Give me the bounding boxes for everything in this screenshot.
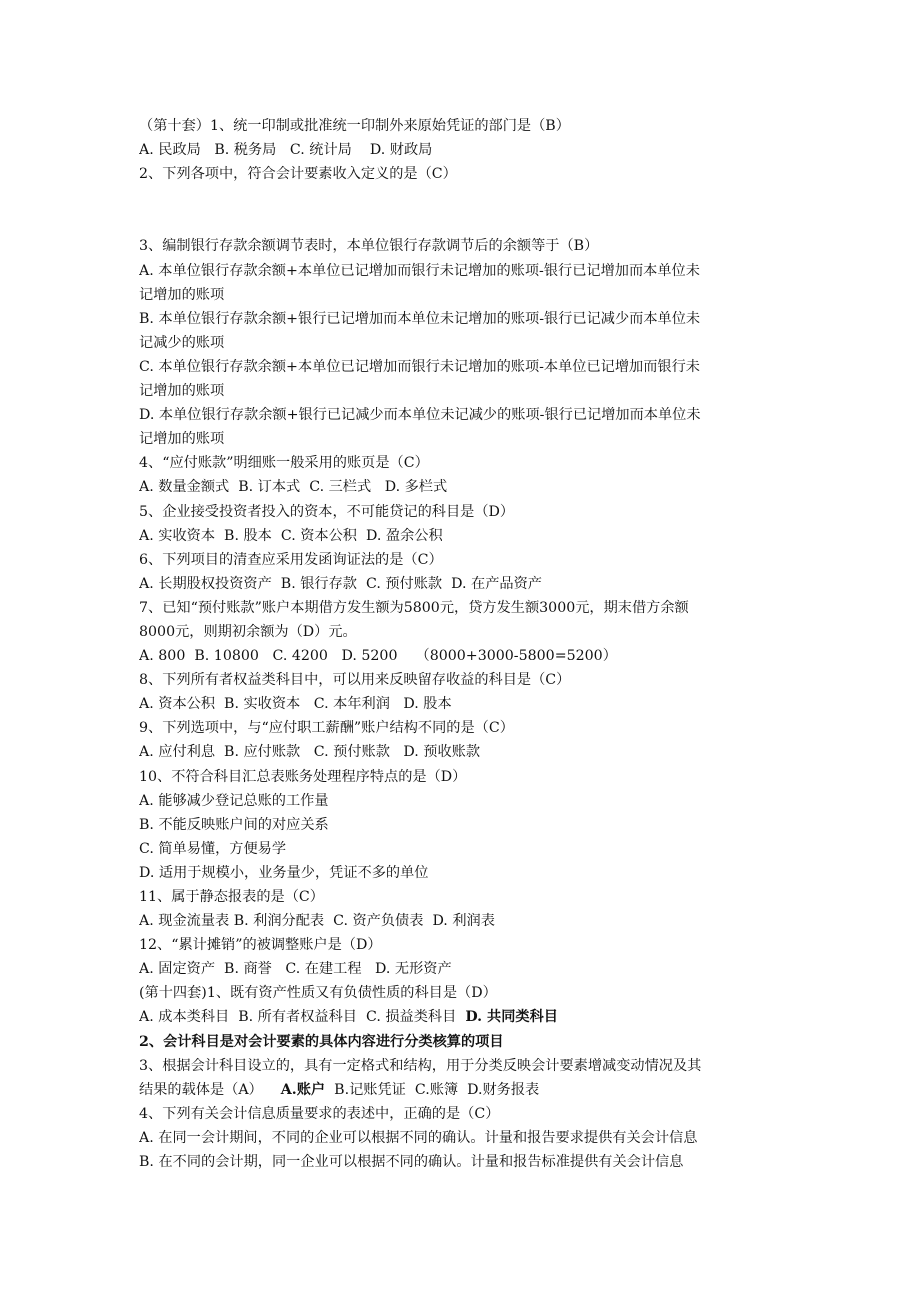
text-line — [139, 1005, 789, 1029]
text-line: B. 在不同的会计期，同一企业可以根据不同的确认。计量和报告标准提供有关会计信息 — [139, 1154, 684, 1171]
text-line: A. 民政局 B. 税务局 C. 统计局 D. 财政局 — [139, 142, 433, 159]
text-line: A. 固定资产 B. 商誉 C. 在建工程 D. 无形资产 — [139, 961, 452, 978]
text-line: 6、下列项目的清查应采用发函询证法的是（C） — [139, 551, 443, 568]
options-text: B.记账凭证 C.账簿 D.财务报表 — [325, 1081, 540, 1098]
text-line: 记增加的账项 — [139, 286, 225, 303]
text-line: （第十套）1、统一印制或批准统一印制外来原始凭证的部门是（B） — [139, 118, 570, 134]
text-line: A. 本单位银行存款余额+本单位已记增加而银行未记增加的账项-银行已记增加而本单位未 — [139, 262, 700, 279]
answer-highlight: A.账户 — [280, 1081, 326, 1098]
text-line: 8000元，则期初余额为（D）元。 — [139, 623, 357, 640]
question-tail-text: 结果的载体是（A） — [139, 1081, 281, 1098]
text-line — [139, 1078, 789, 1102]
text-line: 11、属于静态报表的是（C） — [139, 889, 324, 905]
document-page — [139, 114, 789, 1174]
text-line: 记增加的账项 — [139, 431, 225, 448]
text-line: A. 应付利息 B. 应付账款 C. 预付账款 D. 预收账款 — [139, 744, 481, 761]
text-line: 4、下列有关会计信息质量要求的表述中，正确的是（C） — [139, 1105, 500, 1122]
text-line: 3、根据会计科目设立的，具有一定格式和结构，用于分类反映会计要素增减变动情况及其 — [139, 1057, 702, 1074]
text-line — [139, 210, 789, 234]
text-line: B. 不能反映账户间的对应关系 — [139, 816, 329, 833]
text-line — [139, 186, 789, 210]
text-line: C. 简单易懂，方便易学 — [139, 840, 287, 857]
bold-statement: 2、会计科目是对会计要素的具体内容进行分类核算的项目 — [139, 1033, 504, 1050]
text-line: 4、“应付账款”明细账一般采用的账页是（C） — [139, 455, 429, 472]
text-line: C. 本单位银行存款余额+本单位已记增加而银行未记增加的账项-本单位已记增加而银行未 — [139, 358, 700, 375]
text-line: 10、不符合科目汇总表账务处理程序特点的是（D） — [139, 768, 467, 785]
text-line: 7、已知“预付账款”账户本期借方发生额为5800元，贷方发生额3000元，期末借方余额 — [139, 599, 689, 616]
text-line: A. 能够减少登记总账的工作量 — [139, 792, 329, 809]
text-line: A. 800 B. 10800 C. 4200 D. 5200 （8000+3000-5800=5200） — [139, 648, 617, 665]
text-line: (第十四套)1、既有资产性质又有负债性质的科目是（D） — [139, 985, 497, 1002]
text-line: A. 实收资本 B. 股本 C. 资本公积 D. 盈余公积 — [139, 527, 443, 544]
text-line: 记增加的账项 — [139, 383, 225, 400]
text-line: A. 长期股权投资资产 B. 银行存款 C. 预付账款 D. 在产品资产 — [139, 575, 542, 592]
answer-highlight: D. 共同类科目 — [465, 1009, 558, 1026]
text-line: A. 现金流量表 B. 利润分配表 C. 资产负债表 D. 利润表 — [139, 913, 495, 930]
text-line: D. 本单位银行存款余额+银行已记减少而本单位未记减少的账项-银行已记增加而本单位未 — [139, 407, 701, 424]
text-line: A. 资本公积 B. 实收资本 C. 本年利润 D. 股本 — [139, 696, 452, 713]
text-line: D. 适用于规模小，业务量少，凭证不多的单位 — [139, 864, 429, 881]
options-text: A. 成本类科目 B. 所有者权益科目 C. 损益类科目 — [139, 1009, 466, 1026]
text-line: 3、编制银行存款余额调节表时，本单位银行存款调节后的余额等于（B） — [139, 238, 599, 255]
text-line: 记减少的账项 — [139, 334, 225, 351]
text-line: 2、下列各项中，符合会计要素收入定义的是（C） — [139, 166, 457, 183]
text-line: 9、下列选项中，与“应付职工薪酬”账户结构不同的是（C） — [139, 720, 514, 737]
text-line: 12、“累计摊销”的被调整账户是（D） — [139, 937, 382, 954]
text-line: 8、下列所有者权益类科目中，可以用来反映留存收益的科目是（C） — [139, 672, 571, 689]
text-line: 5、企业接受投资者投入的资本，不可能贷记的科目是（D） — [139, 503, 515, 520]
text-line: A. 在同一会计期间，不同的企业可以根据不同的确认。计量和报告要求提供有关会计信息 — [139, 1129, 698, 1146]
text-line: A. 数量金额式 B. 订本式 C. 三栏式 D. 多栏式 — [139, 479, 448, 496]
text-line: B. 本单位银行存款余额+银行已记增加而本单位未记增加的账项-银行已记减少而本单位未 — [139, 310, 701, 327]
